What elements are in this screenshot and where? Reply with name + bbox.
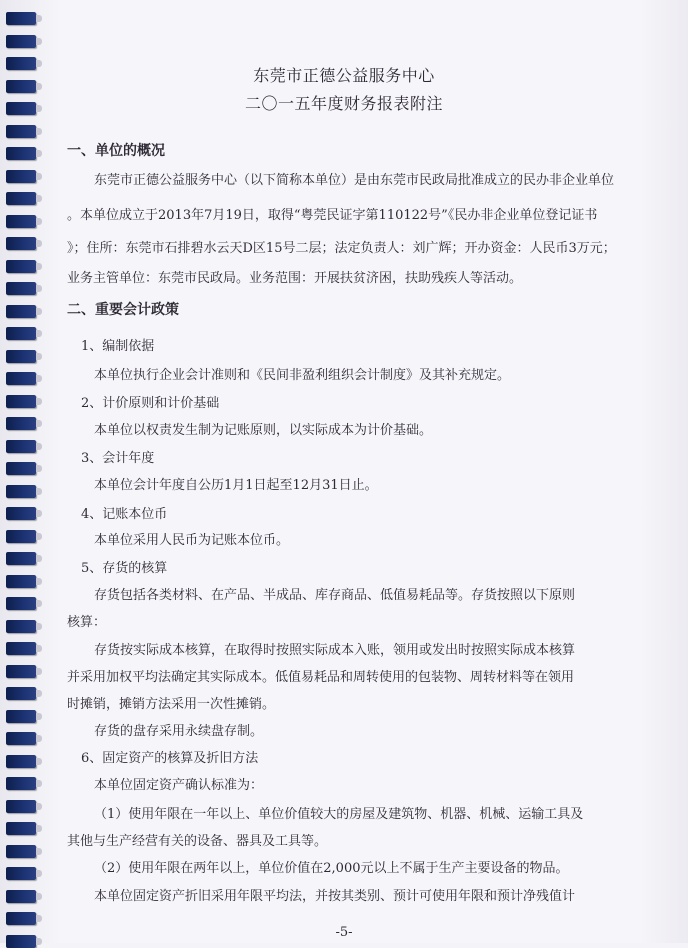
binding-hole (6, 462, 36, 475)
binding-hole (6, 890, 36, 903)
binding-hole (6, 642, 36, 655)
binding-hole (6, 440, 36, 453)
text-line: 本单位固定资产折旧采用年限平均法，并按其类别、预计可使用年限和预计净残值计 (94, 889, 576, 904)
binding-hole (6, 215, 36, 228)
text-line: 业务主管单位：东莞市民政局。业务范围：开展扶贫济困，扶助残疾人等活动。 (67, 271, 523, 286)
spiral-binding (0, 0, 44, 943)
text-line: 本单位采用人民币为记账本位币。 (94, 533, 290, 548)
binding-hole (6, 732, 36, 745)
binding-hole (6, 845, 36, 858)
binding-hole (6, 305, 36, 318)
section-heading-1: 一、单位的概况 (67, 143, 165, 159)
binding-hole (6, 710, 36, 723)
text-line: 时摊销，摊销方法采用一次性摊销。 (67, 697, 276, 712)
binding-hole (6, 597, 36, 610)
binding-hole (6, 800, 36, 813)
binding-hole (6, 665, 36, 678)
binding-hole (6, 620, 36, 633)
text-line: 本单位固定资产确认标准为： (94, 778, 264, 793)
binding-hole (6, 282, 36, 295)
document-subtitle: 二〇一五年度财务报表附注 (244, 94, 443, 113)
binding-hole (6, 530, 36, 543)
text-line: 。本单位成立于2013年7月19日，取得“粤莞民证字第110122号”《民办非企业单位登记证书 (67, 208, 598, 223)
text-line: 》；住所：东莞市石排碧水云天D区15号二层；法定负责人：刘广辉；开办资金：人民币3万元； (67, 241, 616, 256)
subsection-heading: 6、固定资产的核算及折旧方法 (81, 751, 259, 766)
binding-hole (6, 912, 36, 925)
text-line: （1）使用年限在一年以上、单位价值较大的房屋及建筑物、机器、机械、运输工具及 (94, 807, 584, 822)
binding-hole (6, 125, 36, 138)
binding-hole (6, 417, 36, 430)
binding-hole (6, 507, 36, 520)
binding-hole (6, 777, 36, 790)
subsection-heading: 1、编制依据 (81, 339, 155, 354)
binding-hole (6, 822, 36, 835)
binding-hole (6, 575, 36, 588)
section-heading-2: 二、重要会计政策 (67, 302, 179, 318)
text-line: 并采用加权平均法确定其实际成本。低值易耗品和周转使用的包装物、周转材料等在领用 (67, 670, 575, 685)
text-line: 本单位执行企业会计准则和《民间非盈利组织会计制度》及其补充规定。 (94, 368, 511, 383)
binding-hole (6, 867, 36, 880)
page-number: -5- (335, 925, 353, 940)
subsection-heading: 4、记账本位币 (81, 507, 168, 522)
binding-hole (6, 327, 36, 340)
text-line: 其他与生产经营有关的设备、器具及工具等。 (67, 834, 328, 849)
binding-hole (6, 755, 36, 768)
subsection-heading: 3、会计年度 (81, 451, 155, 466)
binding-hole (6, 395, 36, 408)
binding-hole (6, 350, 36, 363)
binding-hole (6, 192, 36, 205)
document-title: 东莞市正德公益服务中心 (253, 66, 435, 85)
text-line: 存货的盘存采用永续盘存制。 (94, 724, 264, 739)
binding-hole (6, 687, 36, 700)
binding-hole (6, 170, 36, 183)
subsection-heading: 5、存货的核算 (81, 561, 168, 576)
binding-hole (6, 237, 36, 250)
text-line: 本单位以权责发生制为记账原则，以实际成本为计价基础。 (94, 423, 433, 438)
binding-hole (6, 12, 36, 25)
text-line: 存货包括各类材料、在产品、半成品、库存商品、低值易耗品等。存货按照以下原则 (94, 588, 576, 603)
text-line: （2）使用年限在两年以上，单位价值在2,000元以上不属于生产主要设备的物品。 (94, 861, 569, 876)
text-line: 东莞市正德公益服务中心（以下简称本单位）是由东莞市民政局批准成立的民办非企业单位 (94, 173, 615, 188)
binding-hole (6, 372, 36, 385)
binding-hole (6, 485, 36, 498)
binding-hole (6, 260, 36, 273)
binding-hole (6, 147, 36, 160)
text-line: 核算： (67, 615, 107, 630)
text-line: 存货按实际成本核算，在取得时按照实际成本入账，领用或发出时按照实际成本核算 (94, 643, 576, 658)
binding-hole (6, 552, 36, 565)
subsection-heading: 2、计价原则和计价基础 (81, 396, 220, 411)
binding-hole (6, 35, 36, 48)
text-line: 本单位会计年度自公历1月1日起至12月31日止。 (94, 478, 378, 493)
